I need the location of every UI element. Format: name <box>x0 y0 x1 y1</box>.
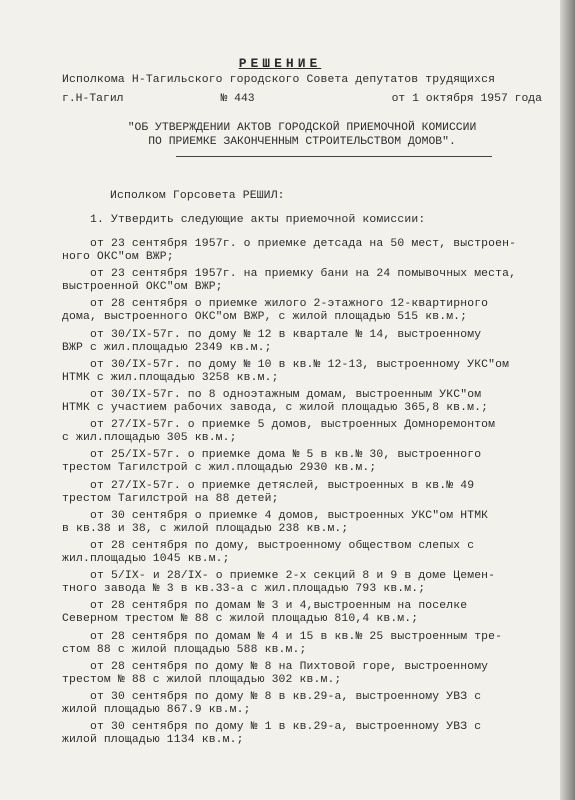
act-item-line2: трестом Тагилстрой с жил.площадью 2930 кв.м.; <box>62 462 377 475</box>
header-city: г.Н-Тагил <box>62 93 124 105</box>
act-item-line1: от 30/IX-57г. по дому № 10 в кв.№ 12-13, выстроенному УКС"ом <box>90 358 510 371</box>
act-item-line1: от 30 сентября о приемке 4 домов, выстроенных УКС"ом НТМК <box>90 509 489 522</box>
header-issuer: Исполкома Н-Тагильского городского Совета депутатов трудящихся <box>62 74 496 86</box>
act-item-line1: от 30/IX-57г. по дому № 12 в квартале № 14, выстроенному <box>90 328 482 341</box>
subject-line-2: ПО ПРИЕМКЕ ЗАКОНЧЕННЫМ СТРОИТЕЛЬСТВОМ ДОМОВ". <box>148 136 456 148</box>
act-item-line1: от 28 сентября по домам № 3 и 4,выстроенным на поселке <box>90 600 468 613</box>
act-item-line2: с жил.площадью 305 кв.м.; <box>62 432 237 445</box>
act-item-line2: ВЖР с жил.площадью 2349 кв.м.; <box>62 341 272 354</box>
subject-underline <box>176 156 492 157</box>
decision-point-1: 1. Утвердить следующие акты приемочной комиссии: <box>90 214 426 226</box>
act-item-line1: от 27/IX-57г. о приемке детяслей, выстроенных в кв.№ 49 <box>90 479 475 492</box>
act-item-line2: выстроенной ОКС"ом ВЖР; <box>62 281 223 294</box>
act-item-line1: от 23 сентября 1957г. на приемку бани на 24 помывочных места, <box>90 268 517 281</box>
act-item-line1: от 5/IX- и 28/IX- о приемке 2-х секций 8 и 9 в доме Цемен- <box>90 570 496 583</box>
act-item-line2: дома, выстроенного ОКС"ом ВЖР, с жилой площадью 515 кв.м.; <box>62 311 468 324</box>
act-item-line2: жилой площадью 867.9 кв.м.; <box>62 704 251 716</box>
act-item-line2: жил.площадью 1045 кв.м.; <box>62 553 230 565</box>
act-item-line2: тного завода № 3 в кв.33-а с жил.площадью 793 кв.м.; <box>62 583 426 596</box>
decision-heading: Исполком Горсовета РЕШИЛ: <box>110 190 285 202</box>
subject-line-1: "ОБ УТВЕРЖДЕНИИ АКТОВ ГОРОДСКОЙ ПРИЕМОЧНОЙ КОМИССИИ <box>127 122 477 134</box>
act-item-line1: от 23 сентября 1957г. о приемке детсада на 50 мест, выстроен- <box>90 238 517 250</box>
act-item-line2: Северном трестом № 88 с жилой площадью 810,4 кв.м.; <box>62 613 419 626</box>
act-item-line1: от 28 сентября по дому, выстроенному обществом слепых с <box>90 540 475 552</box>
act-item-line1: от 28 сентября о приемке жилого 2-этажного 12-квартирного <box>90 298 489 311</box>
act-item-line2: трестом Тагилстрой на 88 детей; <box>62 492 279 505</box>
header-meta-row <box>62 93 542 106</box>
act-item-line2: ного ОКС"ом ВЖР; <box>62 251 174 263</box>
header-date: от 1 октября 1957 года <box>391 93 542 105</box>
document-title: РЕШЕНИЕ <box>238 56 322 71</box>
act-item-line1: от 28 сентября по дому № 8 на Пихтовой горе, выстроенному <box>90 660 489 673</box>
act-item-line1: от 28 сентября по домам № 4 и 15 в кв.№ 25 выстроенным тре- <box>90 630 503 643</box>
page-edge-shadow <box>560 0 575 800</box>
act-item-line2: трестом № 88 с жилой площадью 302 кв.м.; <box>62 673 342 686</box>
act-item-line1: от 27/IX-57г. о приемке 5 домов, выстроенных Домноремонтом <box>90 419 496 432</box>
act-item-line1: от 30/IX-57г. по 8 одноэтажным домам, выстроенным УКС"ом <box>90 389 482 401</box>
act-item-line1: от 30 сентября по дому № 1 в кв.29-а, выстроенному УВЗ с <box>90 721 482 734</box>
act-item-line1: от 25/IX-57г. о приемке дома № 5 в кв.№ 30, выстроенного <box>90 449 482 462</box>
header-number: № 443 <box>220 93 255 105</box>
act-item-line1: от 30 сентября по дому № 8 в кв.29-а, выстроенному УВЗ с <box>90 691 482 703</box>
act-item-line2: стом 88 с жилой площадью 588 кв.м.; <box>62 643 307 656</box>
act-item-line2: в кв.38 и 38, с жилой площадью 238 кв.м.; <box>62 522 349 535</box>
act-item-line2: НТМК с участием рабочих завода, с жилой площадью 365,8 кв.м.; <box>62 402 489 414</box>
act-item-line2: жилой площадью 1134 кв.м.; <box>62 734 244 747</box>
act-item-line2: НТМК с жил.площадью 3258 кв.м.; <box>62 371 279 384</box>
